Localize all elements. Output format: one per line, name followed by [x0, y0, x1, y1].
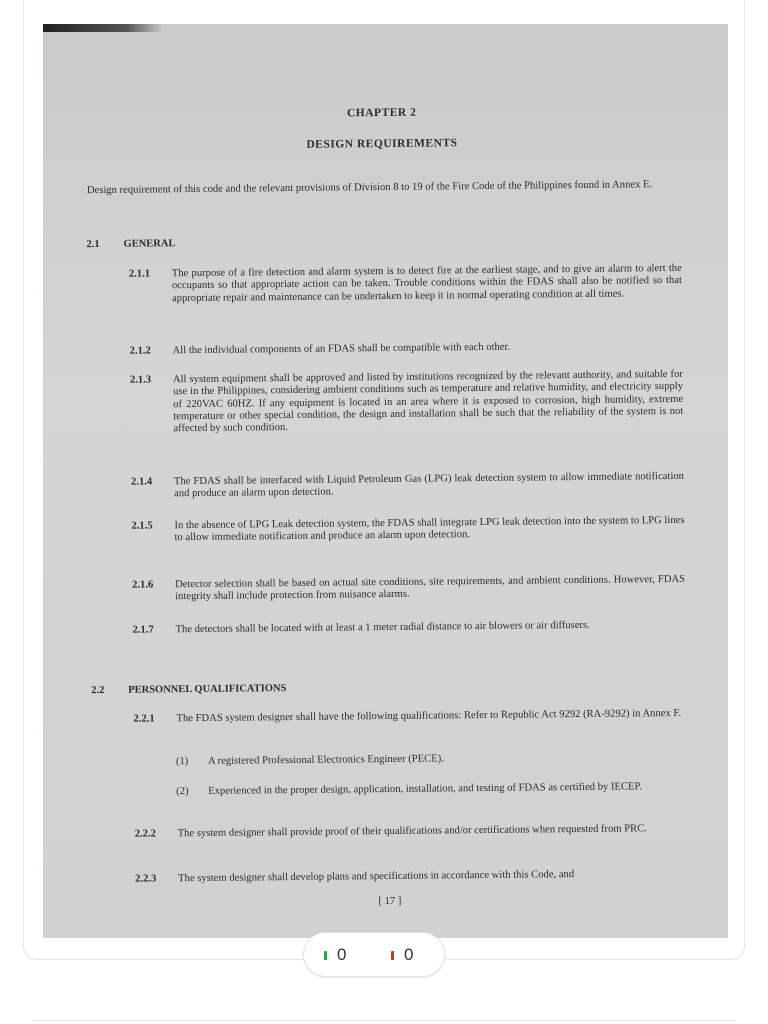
sub-clause: [176, 751, 687, 769]
clause: [130, 340, 683, 358]
clause-number: 2.1.7: [132, 624, 154, 636]
clause-number: 2.2.2: [134, 828, 156, 840]
clause-number: 2.1.1: [128, 268, 151, 280]
clause: [133, 708, 686, 726]
reaction-counter: [303, 932, 445, 977]
downvote-button[interactable]: [391, 945, 413, 965]
document-page: [43, 24, 728, 938]
section-heading: [91, 683, 286, 697]
clause-text: The FDAS system designer shall have the following qualifications: Refer to Republic Act 9292 (RA-9292) in Annex F.: [176, 707, 682, 725]
clause: [132, 574, 685, 604]
downvote-count: 0: [404, 945, 414, 964]
red-bar-icon: [391, 951, 394, 960]
clause-number: 2.2.3: [135, 873, 157, 885]
chapter-heading: CHAPTER 2: [346, 106, 417, 120]
upvote-button[interactable]: [324, 945, 346, 965]
page-number: [ 17 ]: [378, 895, 402, 908]
clause-number: 2.1.2: [129, 345, 151, 357]
sub-clause: [176, 781, 687, 799]
divider: [32, 1020, 736, 1021]
clause-number: 2.1.3: [129, 374, 152, 386]
clause-text: The FDAS shall be interfaced with Liquid Petroleum Gas (LPG) leak detection system to allow immediate notification and produce an alarm upon detection.: [173, 470, 685, 500]
clause-text: Detector selection shall be based on actual site conditions, site requirements, and ambient conditions. However, FDAS integrity shall include protection from nuisance alarms.: [175, 573, 686, 603]
intro-paragraph: Design requirement of this code and the relevant provisions of Division 8 to 19 of the Fire Code of the Philippines found in Annex E.: [86, 179, 653, 197]
section-number: 2.2: [91, 684, 105, 697]
clause-text: All system equipment shall be approved and listed by institutions recognized by the relevant authority, and suitable for use in the Philippines, considering ambient conditions such as temperature and relative humidity, and electricity supply of 220VAC 60HZ. If any equipment is located in an area where it is exposed to corrosion, high humidity, extreme temperature or other special condition, the design and installation shall be such that the reliability of the system is not affected by such condition.: [172, 368, 684, 435]
clause: [135, 823, 688, 841]
green-bar-icon: [324, 951, 327, 960]
clause-text: The system designer shall provide proof of their qualifications and/or certifications when requested from PRC.: [177, 823, 647, 840]
section-title: GENERAL: [123, 238, 176, 250]
clause: [130, 369, 684, 436]
section-heading: [86, 238, 175, 251]
clause: [135, 868, 688, 886]
section-number: 2.1: [86, 238, 100, 251]
document-photo[interactable]: [43, 24, 728, 938]
sub-clause-number: (1): [175, 756, 189, 768]
clause: [131, 471, 684, 501]
clause-number: 2.1.4: [130, 476, 153, 488]
clause-text: The detectors shall be located with at least a 1 meter radial distance to air blowers or air diffusers.: [175, 619, 590, 636]
section-title: PERSONNEL QUALIFICATIONS: [128, 683, 287, 696]
clause-number: 2.1.5: [131, 520, 153, 532]
sub-clause-text: A registered Professional Electronics Engineer (PECE).: [207, 753, 444, 767]
clause-number: 2.1.6: [132, 579, 154, 591]
clause-number: 2.2.1: [133, 713, 155, 725]
chapter-title: DESIGN REQUIREMENTS: [306, 137, 458, 151]
clause: [132, 619, 685, 637]
clause-text: The purpose of a fire detection and alarm system is to detect fire at the earliest stage, and to give an alarm to alert the occupants so that appropriate action can be taken. Trouble conditions within the FDAS shall also be notified so that appropriate repair and maintenance can be undertaken to keep it in normal operating condition at all times.: [171, 262, 682, 304]
clause-text: All the individual components of an FDAS shall be compatible with each other.: [172, 341, 511, 357]
clause: [129, 263, 682, 306]
upvote-count: 0: [337, 945, 347, 964]
clause-text: The system designer shall develop plans and specifications in accordance with this Code, and: [178, 869, 575, 885]
clause-text: In the absence of LPG Leak detection system, the FDAS shall integrate LPG leak detection into the system to LPG lines to allow immediate notification and produce an alarm upon detection.: [174, 514, 685, 544]
clause: [131, 515, 684, 545]
sub-clause-text: Experienced in the proper design, application, installation, and testing of FDAS as certified by IECEP.: [208, 781, 642, 797]
sub-clause-number: (2): [176, 786, 189, 798]
